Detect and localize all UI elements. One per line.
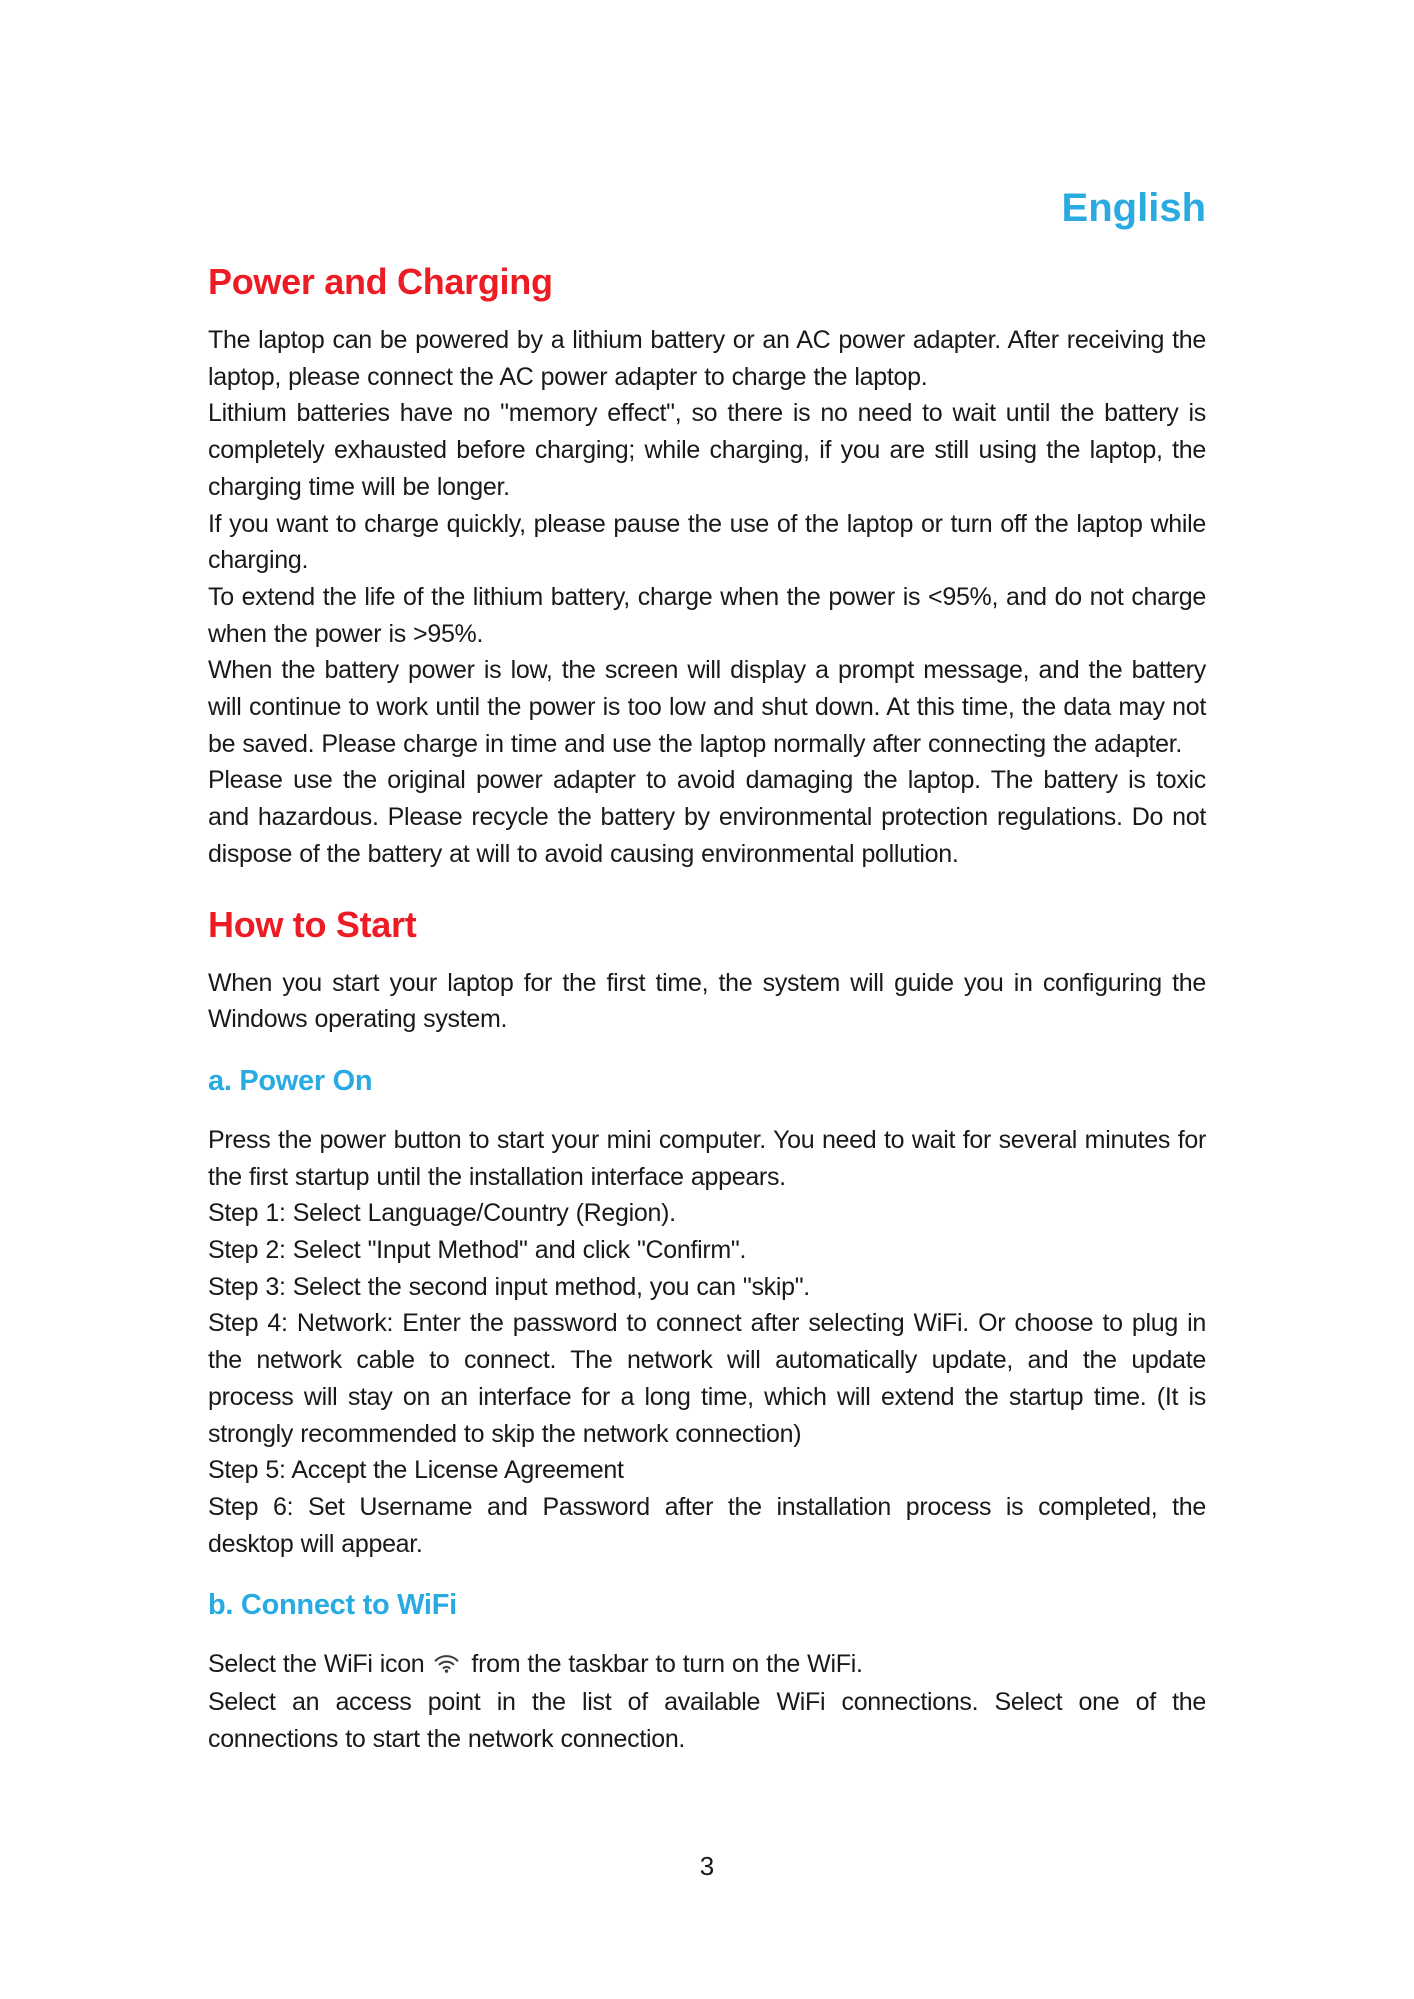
paragraph-low-battery: When the battery power is low, the screen will display a prompt message, and the battery will continue to work until the power is too low and shut down. At this time, the data may not be saved. Please charge in time and use the laptop normally after connecting the adapter. xyxy=(208,656,1206,758)
step-5: Step 5: Accept the License Agreement xyxy=(208,1456,624,1485)
section-heading-power-and-charging: Power and Charging xyxy=(208,261,553,302)
step-2: Step 2: Select "Input Method" and click "Confirm". xyxy=(208,1236,747,1265)
section-heading-how-to-start: How to Start xyxy=(208,903,417,945)
page-number: 3 xyxy=(699,1851,715,1881)
paragraph-memory-effect: Lithium batteries have no "memory effect", so there is no need to wait until the battery is completely exhausted before charging; while charging, if you are still using the laptop, the charging time will be longer. xyxy=(208,399,1206,501)
paragraph-select-access-point: Select an access point in the list of available WiFi connections. Select one of the connections to start the network connection. xyxy=(208,1688,1206,1753)
wifi-line-text-after: from the taskbar to turn on the WiFi. xyxy=(471,1650,863,1679)
subsection-heading-connect-to-wifi: b. Connect to WiFi xyxy=(208,1589,457,1622)
paragraph-first-start-intro: When you start your laptop for the first time, the system will guide you in configuring the Windows operating system. xyxy=(208,968,1206,1034)
paragraph-original-adapter: Please use the original power adapter to avoid damaging the laptop. The battery is toxic and hazardous. Please recycle the battery by environmental protection regulations. Do not dispose of the battery at will to avoid causing environmental pollution. xyxy=(208,766,1206,868)
step-1: Step 1: Select Language/Country (Region). xyxy=(208,1199,676,1228)
step-3: Step 3: Select the second input method, you can "skip". xyxy=(208,1272,810,1301)
step-6: Step 6: Set Username and Password after the installation process is completed, the desktop will appear. xyxy=(208,1492,1206,1558)
paragraph-extend-battery-life: To extend the life of the lithium battery, charge when the power is <95%, and do not charge when the power is >95%. xyxy=(208,582,1206,648)
paragraph-power-source: The laptop can be powered by a lithium battery or an AC power adapter. After receiving the laptop, please connect the AC power adapter to charge the laptop. xyxy=(208,326,1206,391)
wifi-icon xyxy=(433,1647,460,1684)
paragraph-power-on-intro: Press the power button to start your mini computer. You need to wait for several minutes for the first startup until the installation interface appears. xyxy=(208,1125,1206,1191)
paragraph-select-wifi-icon xyxy=(208,1646,1206,1684)
subsection-heading-power-on: a. Power On xyxy=(208,1064,373,1097)
step-4: Step 4: Network: Enter the password to connect after selecting WiFi. Or choose to plug in the network cable to connect. The network will automatically update, and the update process will stay on an interface for a long time, which will extend the startup time. (It is strongly recommended to skip the network connection) xyxy=(208,1309,1206,1448)
wifi-line-text-before: Select the WiFi icon xyxy=(208,1650,425,1679)
page-language-title: English xyxy=(1061,186,1206,230)
paragraph-charge-quickly: If you want to charge quickly, please pause the use of the laptop or turn off the laptop while charging. xyxy=(208,509,1206,575)
